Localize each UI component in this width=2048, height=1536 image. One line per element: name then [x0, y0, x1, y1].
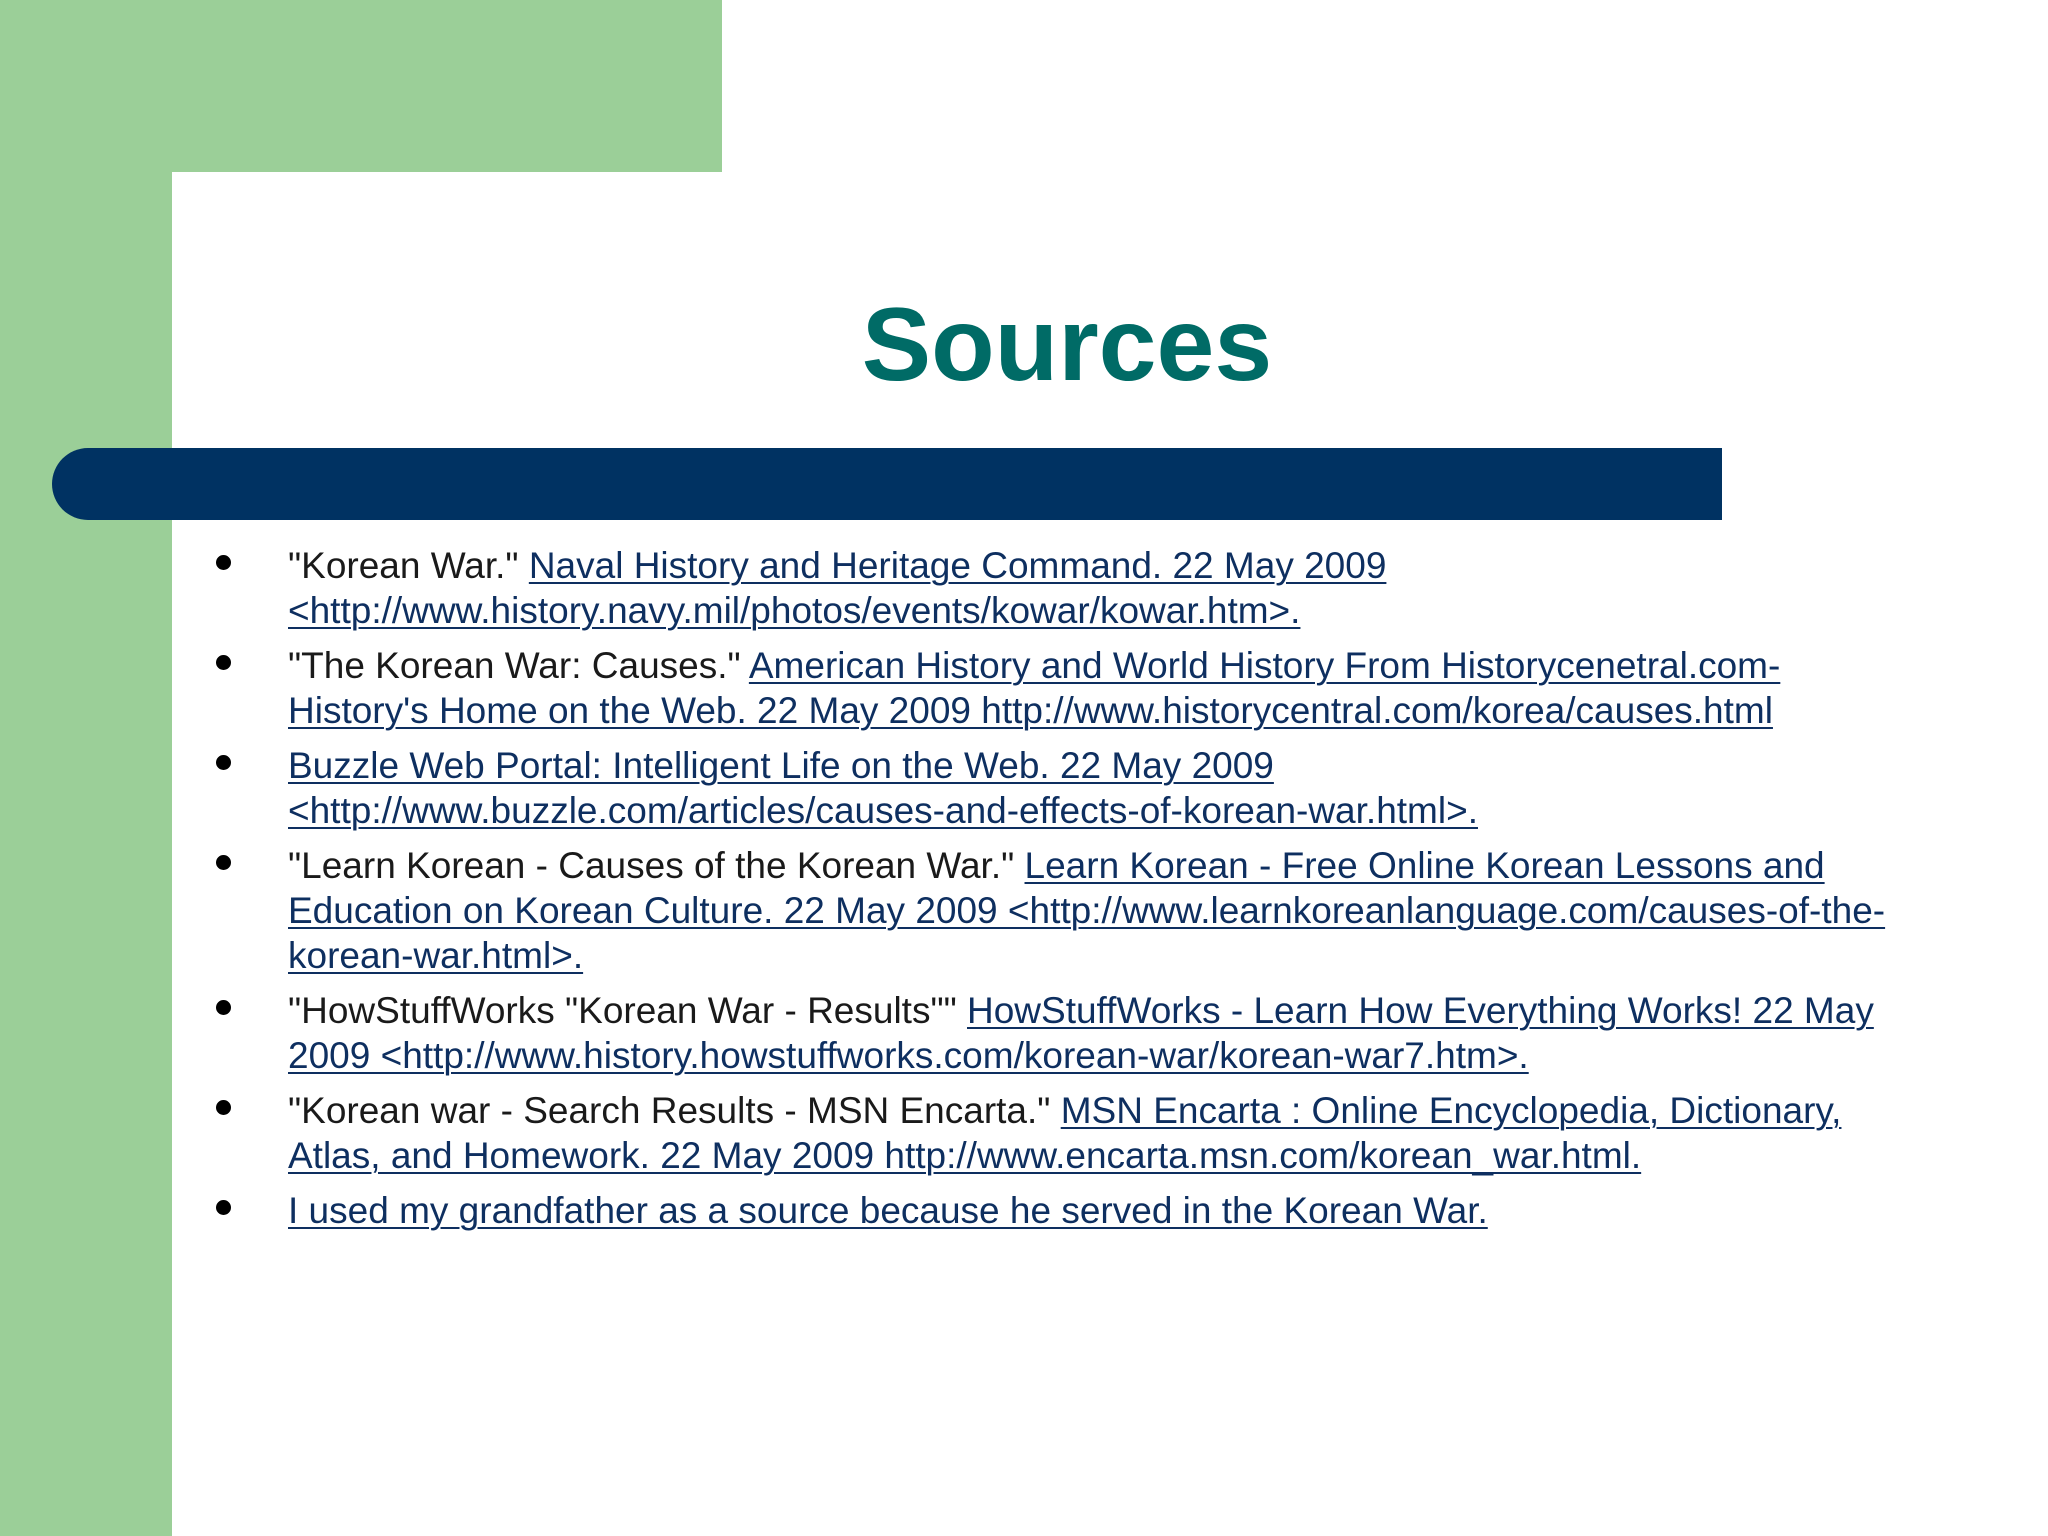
bullet-icon: [216, 555, 231, 570]
source-link[interactable]: Learn Korean - Free Online Korean Lessons and Education on Korean Culture. 22 May 2009 <http://www.learnkoreanlanguage.com/causes-of-the-korean-war.html>.: [288, 845, 1886, 976]
source-title: "HowStuffWorks "Korean War - Results"": [288, 990, 967, 1031]
bullet-icon: [216, 1000, 231, 1015]
source-item: [206, 543, 1926, 633]
bullet-icon: [216, 755, 231, 770]
source-item: [206, 1188, 1926, 1233]
source-title: "Learn Korean - Causes of the Korean War.": [288, 845, 1025, 886]
bullet-icon: [216, 855, 231, 870]
source-item: [206, 988, 1926, 1078]
source-item: [206, 643, 1926, 733]
source-item: [206, 743, 1926, 833]
bullet-icon: [216, 1100, 231, 1115]
sources-list: [206, 543, 1926, 1243]
bullet-icon: [216, 1200, 231, 1215]
title-accent-bar: [52, 448, 1722, 520]
source-link[interactable]: I used my grandfather as a source because he served in the Korean War.: [288, 1190, 1488, 1231]
source-title: "Korean war - Search Results - MSN Encarta.": [288, 1090, 1061, 1131]
slide-title: Sources: [861, 287, 1273, 403]
source-item: [206, 1088, 1926, 1178]
source-link[interactable]: HowStuffWorks - Learn How Everything Works! 22 May 2009 <http://www.history.howstuffworks.com/korean-war/korean-war7.htm>.: [288, 990, 1874, 1076]
green-sidebar: [0, 0, 172, 1536]
source-title: "The Korean War: Causes.": [288, 645, 749, 686]
source-link[interactable]: American History and World History From Historycenetral.com- History's Home on the Web. 22 May 2009 http://www.historycentral.com/korea/causes.html: [288, 645, 1781, 731]
bullet-icon: [216, 655, 231, 670]
source-link[interactable]: Buzzle Web Portal: Intelligent Life on the Web. 22 May 2009 <http://www.buzzle.com/articles/causes-and-effects-of-korean-war.html>.: [288, 745, 1478, 831]
source-item: [206, 843, 1926, 978]
source-link[interactable]: Naval History and Heritage Command. 22 May 2009 <http://www.history.navy.mil/photos/events/kowar/kowar.htm>.: [288, 545, 1387, 631]
source-title: "Korean War.": [288, 545, 529, 586]
green-top-band: [0, 0, 722, 172]
source-link[interactable]: MSN Encarta : Online Encyclopedia, Dictionary, Atlas, and Homework. 22 May 2009 http://www.encarta.msn.com/korean_war.html.: [288, 1090, 1842, 1176]
